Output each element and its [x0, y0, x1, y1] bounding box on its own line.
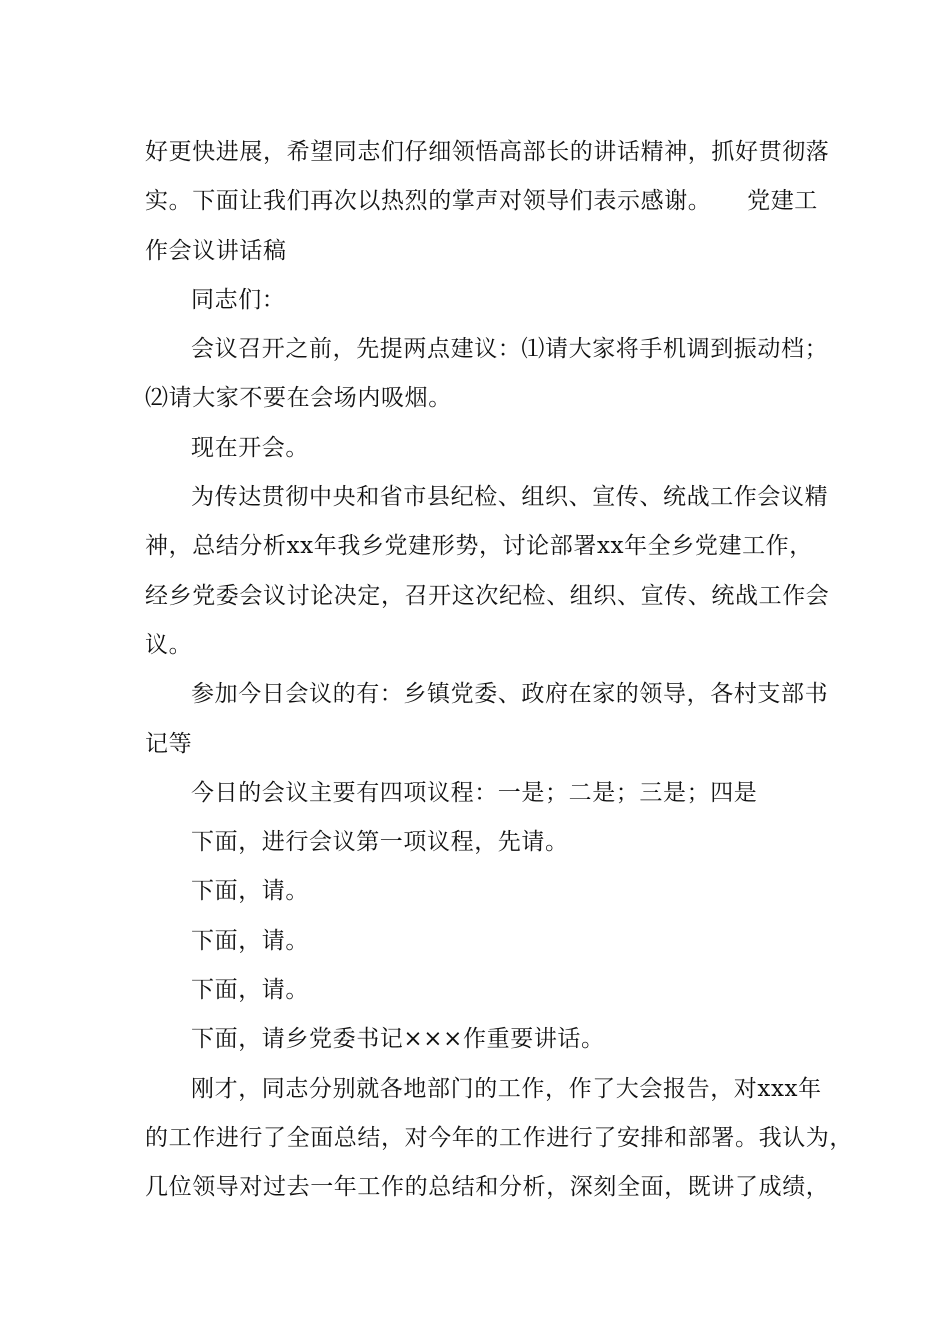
text-line: 下面，请。: [191, 878, 309, 905]
text-line: 为传达贯彻中央和省市县纪检、组织、宣传、统战工作会议精: [191, 484, 829, 511]
text-line: 下面，请乡党委书记×××作重要讲话。: [191, 1026, 605, 1053]
text-line: 神，总结分析xx年我乡党建形势，讨论部署xx年全乡党建工作，: [145, 533, 813, 560]
text-line: 下面，请。: [191, 927, 309, 954]
text-line: ⑵请大家不要在会场内吸烟。: [145, 385, 452, 412]
text-line: 下面，请。: [191, 977, 309, 1004]
text-line: 的工作进行了全面总结，对今年的工作进行了安排和部署。我认为，: [145, 1124, 853, 1151]
text-line: 记等: [145, 730, 193, 757]
text-line: 同志们：: [191, 286, 286, 313]
text-line: 下面，进行会议第一项议程，先请。: [191, 829, 569, 856]
text-line: 议。: [145, 631, 193, 658]
text-line: 今日的会议主要有四项议程：一是；二是；三是；四是: [191, 779, 758, 806]
text-line: 作会议讲话稿: [145, 237, 287, 264]
text-line: 刚才，同志分别就各地部门的工作，作了大会报告，对xxx年: [191, 1075, 822, 1102]
text-line: 会议召开之前，先提两点建议：⑴请大家将手机调到振动档；: [191, 336, 829, 363]
text-line: 实。下面让我们再次以热烈的掌声对领导们表示感谢。 党建工: [145, 188, 818, 215]
text-line: 好更快进展，希望同志们仔细领悟高部长的讲话精神，抓好贯彻落: [145, 139, 830, 165]
text-line: 现在开会。: [191, 434, 309, 461]
document-body: [145, 128, 853, 1213]
text-line: 参加今日会议的有：乡镇党委、政府在家的领导，各村支部书: [191, 681, 829, 708]
text-line: 几位领导对过去一年工作的总结和分析，深刻全面，既讲了成绩，: [145, 1174, 830, 1201]
text-line: 经乡党委会议讨论决定，召开这次纪检、组织、宣传、统战工作会: [145, 582, 830, 609]
